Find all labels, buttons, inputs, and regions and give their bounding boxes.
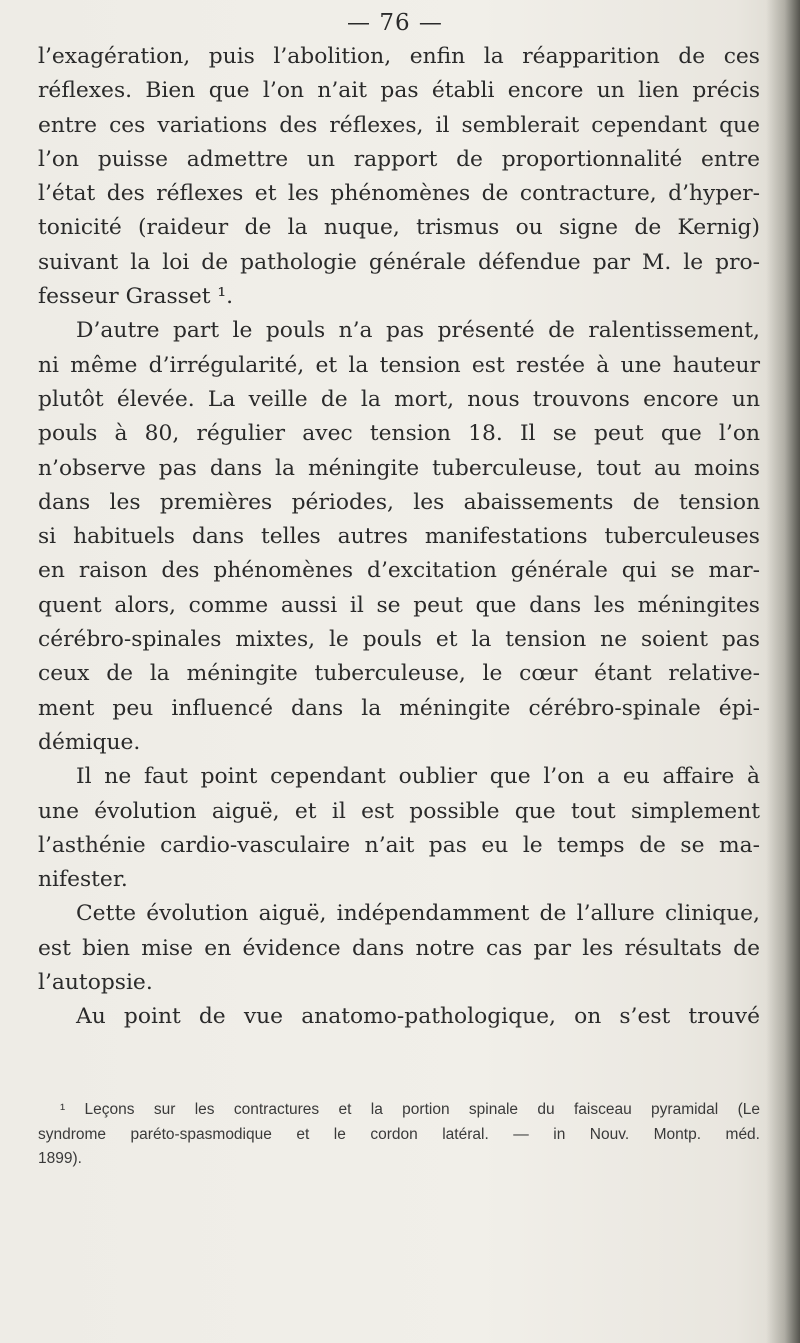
text-line: réflexes. Bien que l’on n’ait pas établi encore un lien précis (38, 78, 760, 104)
text-line: démique. (38, 729, 141, 755)
text-line: ment peu influencé dans la méningite cérébro-spinale épi- (38, 695, 760, 721)
text-line: Cette évolution aiguë, indépendamment de l’allure clinique, (76, 901, 760, 927)
text-line: ni même d’irrégularité, et la tension est restée à une hauteur (38, 352, 760, 378)
footnote-line: syndrome paréto-spasmodique et le cordon latéral. — in Nouv. Montp. méd. (38, 1125, 760, 1143)
page-edge-shadow (766, 0, 800, 1343)
text-line: nifester. (38, 867, 128, 893)
footnote-line: 1899). (38, 1150, 82, 1167)
text-line: quent alors, comme aussi il se peut que dans les méningites (38, 592, 760, 618)
text-line: l’on puisse admettre un rapport de proportionnalité entre (38, 146, 760, 172)
text-line: tonicité (raideur de la nuque, trismus ou signe de Kernig) (38, 215, 760, 241)
text-line: Il ne faut point cependant oublier que l’on a eu affaire à (76, 764, 760, 790)
text-line: une évolution aiguë, et il est possible que tout simplement (38, 798, 760, 824)
text-line: fesseur Grasset ¹. (38, 284, 234, 310)
text-line: plutôt élevée. La veille de la mort, nous trouvons encore un (38, 386, 760, 412)
text-line: n’observe pas dans la méningite tuberculeuse, tout au moins (38, 455, 760, 481)
text-line: pouls à 80, régulier avec tension 18. Il se peut que l’on (38, 421, 760, 447)
text-line: dans les premières périodes, les abaissements de tension (38, 489, 760, 515)
page-number: — 76 — (347, 10, 443, 36)
text-line: suivant la loi de pathologie générale défendue par M. le pro- (38, 249, 760, 275)
text-line: l’état des réflexes et les phénomènes de contracture, d’hyper- (38, 181, 760, 207)
text-line: en raison des phénomènes d’excitation générale qui se mar- (38, 558, 760, 584)
text-line: D’autre part le pouls n’a pas présenté de ralentissement, (76, 318, 760, 344)
text-line: ceux de la méningite tuberculeuse, le cœur étant relative- (38, 661, 760, 687)
text-line: l’exagération, puis l’abolition, enfin la réapparition de ces (38, 44, 760, 69)
text-line: l’asthénie cardio-vasculaire n’ait pas eu le temps de se ma- (38, 832, 760, 858)
footnotes (38, 1098, 760, 1172)
text-line: est bien mise en évidence dans notre cas par les résultats de (38, 935, 760, 961)
text-line: cérébro-spinales mixtes, le pouls et la tension ne soient pas (38, 627, 760, 653)
text-line: entre ces variations des réflexes, il semblerait cependant que (38, 112, 760, 138)
text-line: l’autopsie. (38, 970, 153, 996)
body-text (38, 40, 760, 1035)
footnote-line: ¹ Leçons sur les contractures et la portion spinale du faisceau pyramidal (Le (60, 1101, 760, 1118)
text-line: si habituels dans telles autres manifestations tuberculeuses (38, 524, 760, 550)
text-line: Au point de vue anatomo-pathologique, on s’est trouvé (76, 1004, 760, 1030)
